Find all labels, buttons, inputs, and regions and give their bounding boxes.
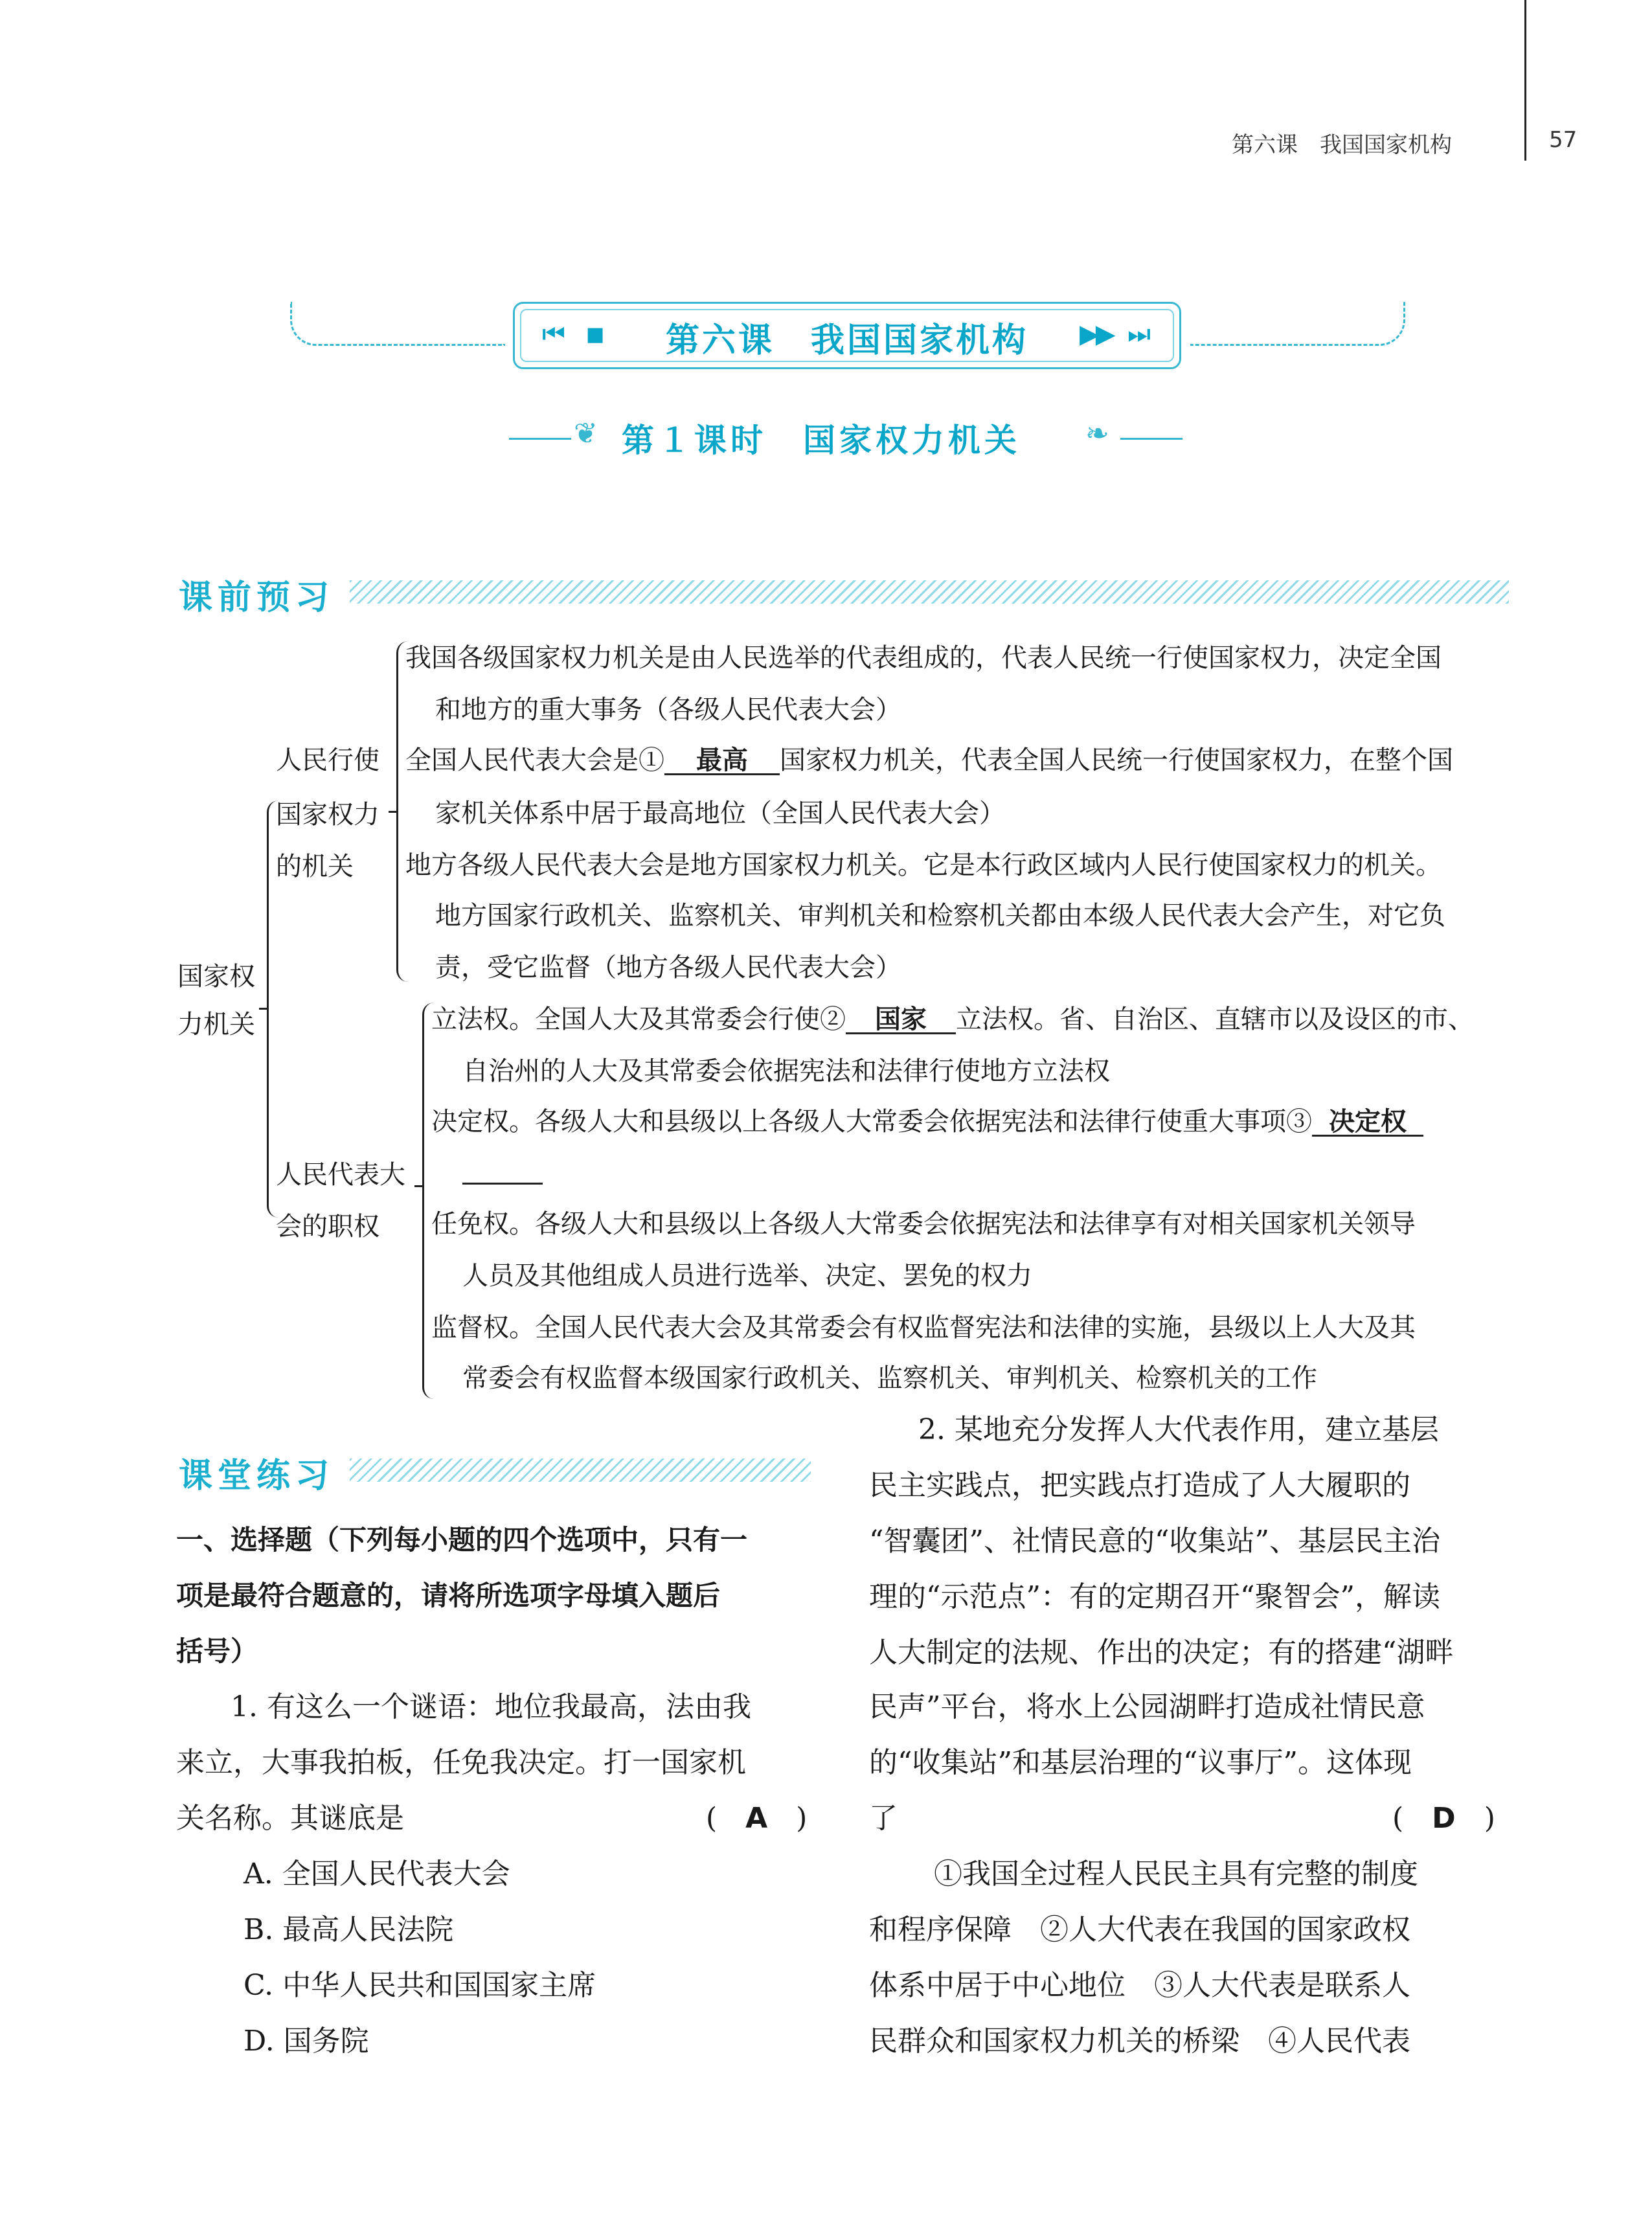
q2-stem-2: 民主实践点，把实践点打造成了人大履职的 [869, 1469, 1410, 1502]
q2-stem-3: “智囊团”、社情民意的“收集站”、基层民主治 [869, 1525, 1440, 1558]
q1-answer: A [745, 1802, 768, 1835]
branch2-label-2: 会的职权 [276, 1212, 379, 1242]
b2-line-3: 决定权。各级人大和县级以上各级人大常委会依据宪法和法律行使重大事项③ 决定权 [431, 1109, 1423, 1137]
lesson-subtitle: 第１课时 国家权力机关 [622, 422, 1021, 459]
ornament-right-icon: ❧ [1085, 417, 1109, 450]
q2-stem-6: 民声”平台，将水上公园湖畔打造成社情民意 [869, 1690, 1425, 1723]
branch1-label-3: 的机关 [276, 852, 354, 881]
q2-answer: D [1432, 1802, 1456, 1835]
practice-heading-hatch [350, 1459, 811, 1482]
section-title-3: 括号） [176, 1635, 258, 1667]
b1-line-1: 我国各级国家权力机关是由人民选举的代表组成的，代表人民统一行使国家权力，决定全国 [405, 643, 1442, 673]
banner-dash-left [290, 302, 505, 346]
root-label-1: 国家权 [177, 962, 255, 992]
running-title: 第六课 我国国家机构 [1232, 132, 1452, 158]
subtitle-line-right [1120, 438, 1182, 440]
b2-line-1: 立法权。全国人大及其常委会行使② 国家 立法权。省、自治区、直辖市以及设区的市、 [431, 1005, 1474, 1034]
q2-statement-2: 和程序保障 ②人大代表在我国的国家政权 [869, 1913, 1410, 1946]
q2-statement-1: ①我国全过程人民民主具有完整的制度 [934, 1857, 1418, 1891]
header-rule [1524, 0, 1526, 161]
branch2-label-1: 人民代表大 [276, 1160, 405, 1190]
section-title-1: 一、选择题（下列每小题的四个选项中，只有一 [176, 1524, 748, 1556]
practice-heading: 课堂练习 [179, 1457, 335, 1495]
branch1-label-1: 人民行使 [276, 745, 379, 775]
b1-line-4: 家机关体系中居于最高地位（全国人民代表大会） [435, 799, 1005, 828]
page-number: 57 [1549, 127, 1578, 153]
subtitle-line-left [509, 438, 571, 440]
b2-line-2: 自治州的人大及其常委会依据宪法和法律行使地方立法权 [462, 1056, 1110, 1086]
rewind-icon: ⏮ [542, 319, 561, 349]
q2-stem-5: 人大制定的法规、作出的决定；有的搭建“湖畔 [869, 1636, 1454, 1669]
q2-stem-4: 理的“示范点”：有的定期召开“聚智会”，解读 [869, 1580, 1440, 1613]
blank-answer-3[interactable]: 决定权 [1312, 1109, 1423, 1137]
q2-statement-3: 体系中居于中心地位 ③人大代表是联系人 [869, 1969, 1410, 2002]
play-icon: ▶▶ [1080, 319, 1112, 349]
q1-answer-paren[interactable]: ( A ) [706, 1802, 808, 1835]
b2-line-7: 常委会有权监督本级国家行政机关、监察机关、审判机关、检察机关的工作 [462, 1363, 1317, 1393]
section-title-2: 项是最符合题意的，请将所选项字母填入题后 [176, 1580, 721, 1611]
b1-line-7: 责，受它监督（地方各级人民代表大会） [435, 953, 901, 982]
ornament-left-icon: ❦ [574, 417, 598, 450]
b1-line-3: 全国人民代表大会是① 最高 国家权力机关，代表全国人民统一行使国家权力，在整个国 [405, 745, 1453, 775]
lesson-title: 第六课 我国国家机构 [665, 321, 1028, 360]
q1-option-c[interactable]: C. 中华人民共和国国家主席 [243, 1969, 596, 2002]
q2-stem-1: 2. 某地充分发挥人大代表作用，建立基层 [918, 1413, 1439, 1446]
q1-option-b[interactable]: B. 最高人民法院 [243, 1913, 454, 1946]
preview-heading: 课前预习 [179, 578, 335, 617]
blank-continuation [462, 1183, 543, 1185]
blank-answer-2[interactable]: 国家 [846, 1006, 956, 1034]
q2-statement-4: 民群众和国家权力机关的桥梁 ④人民代表 [869, 2025, 1410, 2058]
q2-stem-8: 了 [869, 1802, 898, 1835]
q1-stem-3: 关名称。其谜底是 [176, 1802, 404, 1835]
branch1-label-2: 国家权力 [276, 800, 379, 830]
banner-dash-right [1190, 302, 1405, 346]
q2-stem-7: 的“收集站”和基层治理的“议事厅”。这体现 [869, 1746, 1412, 1779]
b1-line-5: 地方各级人民代表大会是地方国家权力机关。它是本行政区域内人民行使国家权力的机关。 [405, 850, 1442, 880]
q1-option-a[interactable]: A. 全国人民代表大会 [243, 1857, 510, 1891]
branch1-brace [396, 641, 408, 982]
q1-stem-2: 来立，大事我拍板，任免我决定。打一国家机 [176, 1746, 746, 1779]
b1-line-6: 地方国家行政机关、监察机关、审判机关和检察机关都由本级人民代表大会产生，对它负 [435, 901, 1445, 931]
b2-line-5: 人员及其他组成人员进行选举、决定、罢免的权力 [462, 1261, 1032, 1291]
root-label-2: 力机关 [177, 1010, 255, 1039]
preview-heading-hatch [350, 580, 1509, 604]
q1-stem-1: 1. 有这么一个谜语：地位我最高，法由我 [231, 1690, 751, 1723]
b1-line-2: 和地方的重大事务（各级人民代表大会） [435, 695, 901, 725]
lesson-banner [513, 302, 1181, 369]
blank-answer-1[interactable]: 最高 [664, 747, 780, 775]
b2-line-6: 监督权。全国人民代表大会及其常委会有权监督宪法和法律的实施，县级以上人大及其 [431, 1313, 1416, 1343]
q2-answer-paren[interactable]: ( D ) [1392, 1802, 1495, 1835]
b2-line-4: 任免权。各级人大和县级以上各级人大常委会依据宪法和法律享有对相关国家机关领导 [431, 1209, 1416, 1239]
square-icon: ■ [586, 323, 601, 346]
skip-forward-icon: ⏭ [1127, 319, 1147, 349]
q1-option-d[interactable]: D. 国务院 [243, 2025, 369, 2058]
